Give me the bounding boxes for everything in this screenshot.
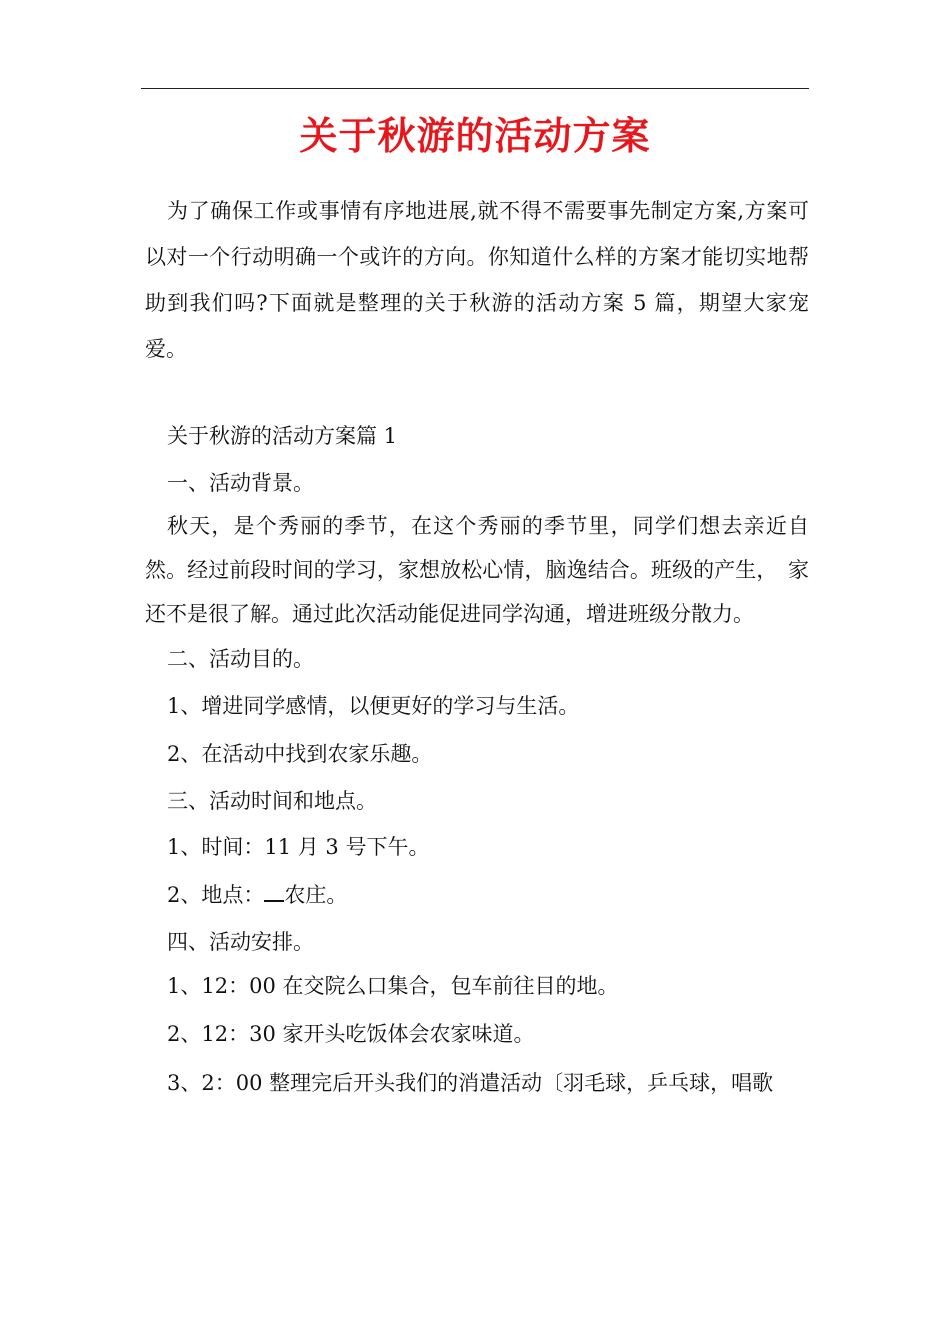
purpose-item-2: 2、在活动中找到农家乐趣。: [167, 742, 433, 766]
intro-paragraph: 为了确保工作或事情有序地进展,就不得不需要事先制定方案,方案可以对一个行动明确一个或许的方向。你知道什么样的方案才能切实地帮助到我们吗?下面就是整理的关于秋游的活动方案 5 篇，期望大家宠爱。: [145, 199, 809, 361]
heading-purpose: 二、活动目的。: [167, 647, 314, 671]
place-prefix: 2、地点：: [167, 883, 265, 907]
schedule-item-1: 1、12：00 在交院么口集合，包车前往目的地。: [167, 974, 619, 998]
heading-schedule: 四、活动安排。: [167, 930, 314, 954]
document-title: 关于秋游的活动方案: [299, 113, 651, 158]
background-paragraph: 秋天，是个秀丽的季节，在这个秀丽的季节里，同学们想去亲近自然。经过前段时间的学习，家想放松心情，脑逸结合。班级的产生， 家还不是很了解。通过此次活动能促进同学沟通，增进班级分散力。: [145, 514, 809, 626]
time-item: 1、时间：11 月 3 号下午。: [167, 835, 430, 859]
heading-time-place: 三、活动时间和地点。: [167, 789, 377, 813]
place-blank: [264, 886, 284, 902]
schedule-item-2: 2、12：30 家开头吃饭体会农家味道。: [167, 1022, 535, 1046]
section-heading: 关于秋游的活动方案篇 1: [167, 424, 398, 448]
header-rule: [141, 88, 809, 89]
place-item: [167, 880, 347, 910]
purpose-item-1: 1、增进同学感情，以便更好的学习与生活。: [167, 694, 580, 718]
heading-background: 一、活动背景。: [167, 471, 314, 495]
schedule-item-3: 3、2：00 整理完后开头我们的消遣活动〔羽毛球，乒乓球，唱歌: [167, 1071, 774, 1095]
place-suffix: 农庄。: [284, 883, 348, 907]
